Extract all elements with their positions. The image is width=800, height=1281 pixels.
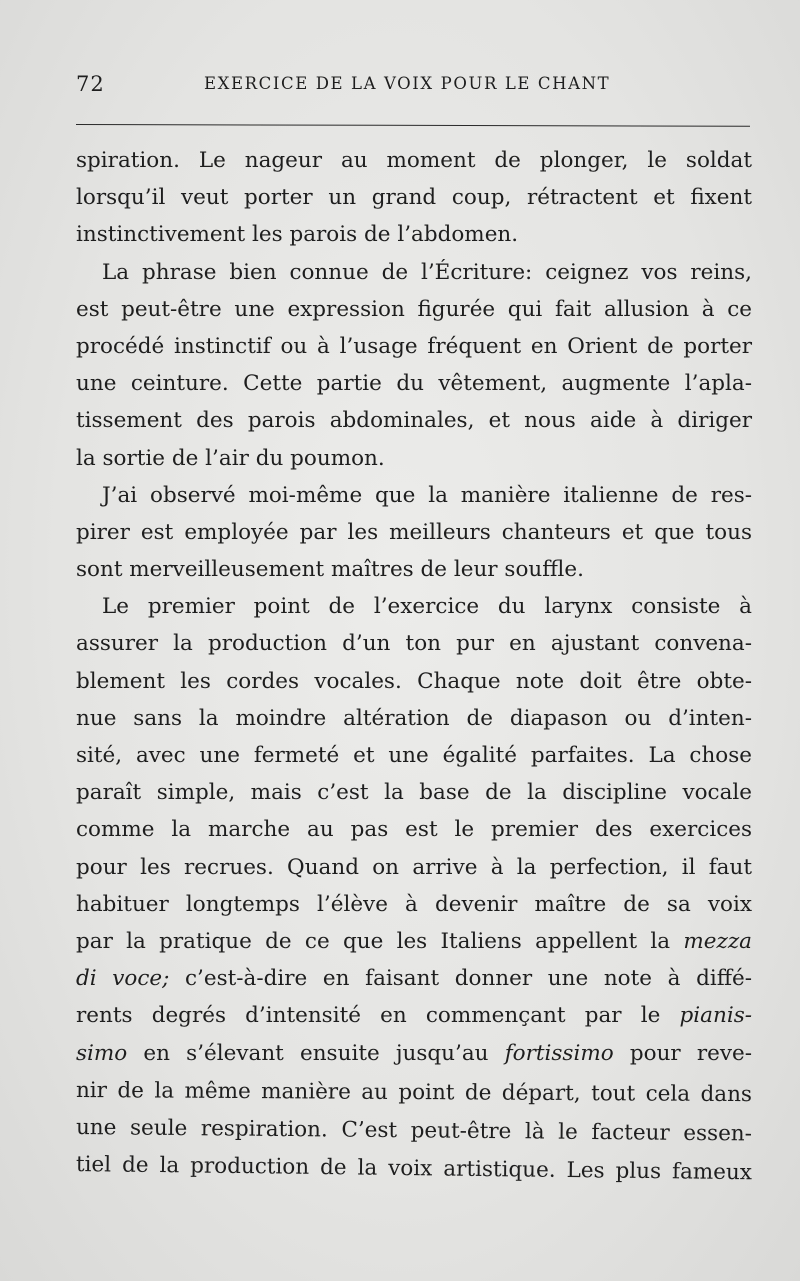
italic-run: mezza [683,928,752,954]
text-line: procédé instinctif ou à l’usage fréquent en Orient de porter [76,333,752,359]
text-line [76,960,752,997]
text-run: en s’élevant ensuite jusqu’au [127,1040,505,1066]
text-run: pour reve- [613,1040,753,1066]
text-run: rents degrés d’intensité en commençant par le [76,1003,680,1029]
text-line [76,997,752,1034]
text-line: lorsqu’il veut porter un grand coup, rétractent et fixent [76,185,752,211]
text-line: habituer longtemps l’élève à devenir maître de sa voix [76,891,752,917]
text-run: par la pratique de ce que les Italiens appellent la [76,928,684,954]
text-line: pour les recrues. Quand on arrive à la perfection, il faut [76,854,752,880]
text-run: c’est-à-dire en faisant donner une note à diffé- [169,966,752,992]
text-line: J’ai observé moi-même que la manière italienne de res- [102,482,752,508]
italic-run: di voce; [76,966,170,992]
text-line: nir de la même manière au point de départ, tout cela dans [75,1077,753,1107]
text-line: La phrase bien connue de l’Écriture: ceignez vos reins, [102,259,752,285]
text-line: la sortie de l’air du poumon. [76,445,385,471]
running-head: EXERCICE DE LA VOIX POUR LE CHANT [204,74,611,93]
italic-run: simo [76,1040,128,1066]
text-line: nue sans la moindre altération de diapason ou d’inten- [76,705,752,731]
text-line: tiel de la production de la voix artistique. Les plus fameux [75,1152,753,1186]
text-line [76,923,752,960]
text-line [76,1035,752,1072]
text-line: une seule respiration. C’est peut-être là le facteur essen- [75,1114,753,1147]
text-line: pirer est employée par les meilleurs chanteurs et que tous [76,519,752,545]
text-line: paraît simple, mais c’est la base de la discipline vocale [76,780,752,806]
text-line: Le premier point de l’exercice du larynx consiste à [102,594,752,620]
text-line: tissement des parois abdominales, et nous aide à diriger [76,408,752,434]
text-line: sité, avec une fermeté et une égalité parfaites. La chose [76,743,752,768]
text-line: assurer la production d’un ton pur en ajustant convena- [76,631,752,657]
italic-run: pianis- [679,1003,752,1029]
text-line: instinctivement les parois de l’abdomen. [76,222,519,248]
text-line: blement les cordes vocales. Chaque note doit être obte- [76,668,752,694]
text-line: sont merveilleusement maîtres de leur souffle. [76,557,584,583]
text-line: comme la marche au pas est le premier des exercices [76,817,752,843]
body-text [75,142,753,1186]
text-line: une ceinture. Cette partie du vêtement, augmente l’apla- [76,371,752,397]
page-number: 72 [76,72,105,96]
text-line: est peut-être une expression figurée qui fait allusion à ce [76,296,752,322]
page-header [76,70,748,102]
italic-run: fortissimo [504,1040,614,1066]
text-line: spiration. Le nageur au moment de plonger, le soldat [76,148,752,173]
header-rule [76,124,750,127]
